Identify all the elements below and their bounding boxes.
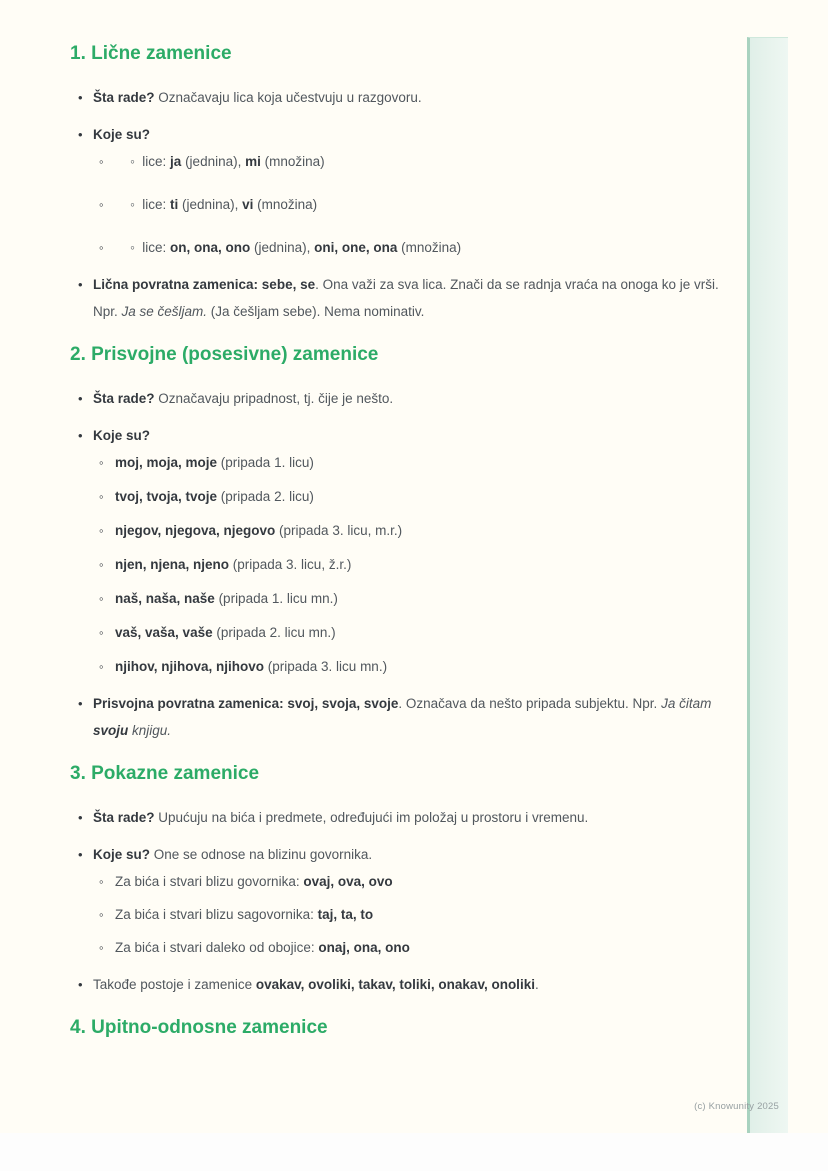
list-item	[99, 191, 735, 218]
list-item	[99, 901, 735, 928]
circle-bullet-icon: ◦	[99, 625, 104, 640]
sub-list	[93, 868, 735, 961]
section-heading-4: 4. Upitno-odnosne zamenice	[70, 1017, 328, 1038]
list-item-text: Koje su? One se odnose na blizinu govornika.	[93, 847, 373, 862]
list-item-text: ◦ lice: ti (jednina), vi (množina)	[130, 197, 318, 212]
bullet-icon: •	[78, 810, 83, 825]
circle-bullet-icon: ◦	[99, 557, 104, 572]
list-item-text: tvoj, tvoja, tvoje (pripada 2. licu)	[115, 489, 314, 504]
list-item-text: njihov, njihova, njihovo (pripada 3. licu mn.)	[115, 659, 388, 674]
list-item	[99, 449, 735, 476]
list-item	[70, 690, 735, 744]
list-item-text: njen, njena, njeno (pripada 3. licu, ž.r.)	[115, 557, 352, 572]
sub-list	[93, 449, 735, 680]
circle-bullet-icon: ◦	[99, 197, 104, 212]
list-item	[99, 234, 735, 261]
bullet-icon: •	[78, 90, 83, 105]
list-item-text: vaš, vaša, vaše (pripada 2. licu mn.)	[115, 625, 336, 640]
list-item-text: Koje su?	[93, 428, 151, 443]
list-item-text: naš, naša, naše (pripada 1. licu mn.)	[115, 591, 338, 606]
list-item	[99, 148, 735, 175]
circle-bullet-icon: ◦	[99, 874, 104, 889]
bullet-icon: •	[78, 977, 83, 992]
list-item	[70, 804, 735, 831]
circle-bullet-icon: ◦	[99, 659, 104, 674]
bullet-icon: •	[78, 127, 83, 142]
list-item-text: Šta rade? Upućuju na bića i predmete, određujući im položaj u prostoru i vremenu.	[93, 810, 589, 825]
sub-list	[93, 148, 735, 261]
circle-bullet-icon: ◦	[99, 455, 104, 470]
list-item-text: njegov, njegova, njegovo (pripada 3. licu, m.r.)	[115, 523, 403, 538]
list-item-text: Lična povratna zamenica: sebe, se. Ona važi za sva lica. Znači da se radnja vraća na onoga ko je vrši. Npr. Ja se češljam. (Ja češljam sebe). Nema nominativ.	[93, 277, 719, 319]
list-item	[70, 121, 735, 261]
list-item	[70, 971, 735, 998]
section-heading-2: 2. Prisvojne (posesivne) zamenice	[70, 344, 379, 365]
list-item	[99, 517, 735, 544]
section-heading-1: 1. Lične zamenice	[70, 43, 232, 64]
list-item	[70, 385, 735, 412]
list-item-text: Za bića i stvari daleko od obojice: onaj, ona, ono	[115, 940, 410, 955]
list-item-text: ◦ lice: on, ona, ono (jednina), oni, one, ona (množina)	[130, 240, 462, 255]
list-item-text: moj, moja, moje (pripada 1. licu)	[115, 455, 314, 470]
list-item	[99, 619, 735, 646]
list-item-text: ◦ lice: ja (jednina), mi (množina)	[130, 154, 325, 169]
list-item	[70, 84, 735, 111]
list-item	[99, 551, 735, 578]
bullet-icon: •	[78, 391, 83, 406]
circle-bullet-icon: ◦	[99, 591, 104, 606]
bullet-icon: •	[78, 277, 83, 292]
circle-bullet-icon: ◦	[99, 240, 104, 255]
circle-bullet-icon: ◦	[99, 907, 104, 922]
bullet-icon: •	[78, 847, 83, 862]
circle-bullet-icon: ◦	[99, 940, 104, 955]
bullet-icon: •	[78, 428, 83, 443]
list-item-text: Za bića i stvari blizu sagovornika: taj, ta, to	[115, 907, 374, 922]
list-item	[99, 585, 735, 612]
section-heading-3: 3. Pokazne zamenice	[70, 763, 260, 784]
list-item	[99, 934, 735, 961]
circle-bullet-icon: ◦	[99, 489, 104, 504]
list-item	[70, 422, 735, 680]
list-item-text: Koje su?	[93, 127, 151, 142]
bullet-icon: •	[78, 696, 83, 711]
circle-bullet-icon: ◦	[99, 523, 104, 538]
list-item	[99, 653, 735, 680]
list-item	[99, 483, 735, 510]
list-item	[99, 868, 735, 895]
list-item-text: Za bića i stvari blizu govornika: ovaj, ova, ovo	[115, 874, 393, 889]
list-item	[70, 271, 735, 325]
list-item	[70, 841, 735, 961]
list-item-text: Takođe postoje i zamenice ovakav, ovoliki, takav, toliki, onakav, onoliki.	[93, 977, 539, 992]
list-item-text: Šta rade? Označavaju lica koja učestvuju u razgovoru.	[93, 90, 422, 105]
list-item-text: Šta rade? Označavaju pripadnost, tj. čije je nešto.	[93, 391, 394, 406]
circle-bullet-icon: ◦	[99, 154, 104, 169]
copyright-footer: (c) Knowunity 2025	[694, 1101, 779, 1112]
list-item-text: Prisvojna povratna zamenica: svoj, svoja, svoje. Označava da nešto pripada subjektu. Npr. Ja čitam svoju knjigu.	[93, 696, 712, 738]
